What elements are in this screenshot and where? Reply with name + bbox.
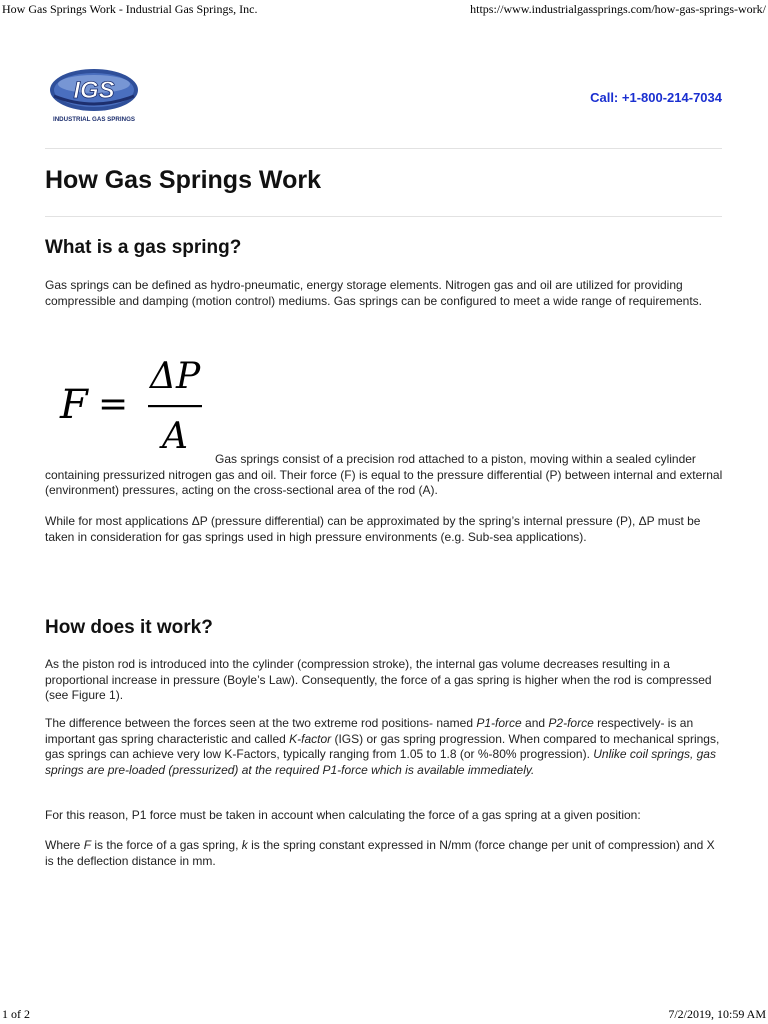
paragraph-k-factor: The difference between the forces seen at the two extreme rod positions- named P1-force and P2-force respectively- is an important gas spring characteristic and called K-factor (IGS) or gas spring progression. When compared to mechanical springs, gas springs can achieve very low K-Factors, typically ranging from 1.05 to 1.8 (or %-80% progression). Unlike coil springs, gas springs are pre-loaded (pressurized) at the required P1-force which is available immediately. (45, 716, 720, 778)
paragraph-pressure-differential: While for most applications ΔP (pressure differential) can be approximated by the spring’s internal pressure (P), ΔP must be taken in consideration for gas springs used in high pressure environments (e.g. Sub-sea applications). (45, 514, 701, 544)
print-page-number: 1 of 2 (2, 1007, 30, 1021)
paragraph-p1-force: For this reason, P1 force must be taken in account when calculating the force of a gas spring at a given position: (45, 808, 641, 822)
logo-caption: INDUSTRIAL GAS SPRINGS (52, 116, 136, 123)
page-title: How Gas Springs Work (45, 166, 321, 194)
paragraph-force-explanation: Gas springs consist of a precision rod attached to a piston, moving within a sealed cylinder containing pressurized nitrogen gas and oil. Their force (F) is equal to the pressure differential (P) between internal and external (environment) pressures, acting on the cross-sectional area of the rod (A). (45, 452, 723, 498)
print-footer (0, 1006, 768, 1024)
section-heading-what: What is a gas spring? (45, 237, 242, 258)
igs-logo[interactable] (48, 66, 140, 124)
print-date: 7/2/2019, 10:59 AM (668, 1007, 766, 1021)
divider (45, 148, 722, 149)
divider (45, 216, 722, 217)
section-heading-how: How does it work? (45, 617, 213, 638)
formula-fraction-bar (148, 405, 202, 407)
formula-lhs: F (60, 382, 88, 428)
print-page-url: https://www.industrialgassprings.com/how-gas-springs-work/ (470, 2, 766, 16)
formula-denominator: A (162, 416, 188, 457)
paragraph-definition: Gas springs can be defined as hydro-pneumatic, energy storage elements. Nitrogen gas and oil are utilized for providing compressible and damping (motion control) mediums. Gas springs can be configured to meet a wide range of requirements. (45, 278, 702, 308)
logo-letters: IGS (73, 77, 115, 104)
formula-numerator: ΔP (150, 356, 201, 397)
formula-equals: = (98, 384, 129, 425)
print-header (0, 0, 768, 18)
paragraph-spring-constant: Where F is the force of a gas spring, k is the spring constant expressed in N/mm (force change per unit of compression) and X is the deflection distance in mm. (45, 838, 715, 868)
print-page-title: How Gas Springs Work - Industrial Gas Springs, Inc. (2, 2, 258, 16)
call-phone-link[interactable]: Call: +1-800-214-7034 (590, 90, 722, 105)
force-formula-image (58, 350, 208, 460)
paragraph-compression: As the piston rod is introduced into the cylinder (compression stroke), the internal gas volume decreases resulting in a proportional increase in pressure (Boyle’s Law). Consequently, the force of a gas spring is higher when the rod is compressed (see Figure 1). (45, 657, 712, 703)
